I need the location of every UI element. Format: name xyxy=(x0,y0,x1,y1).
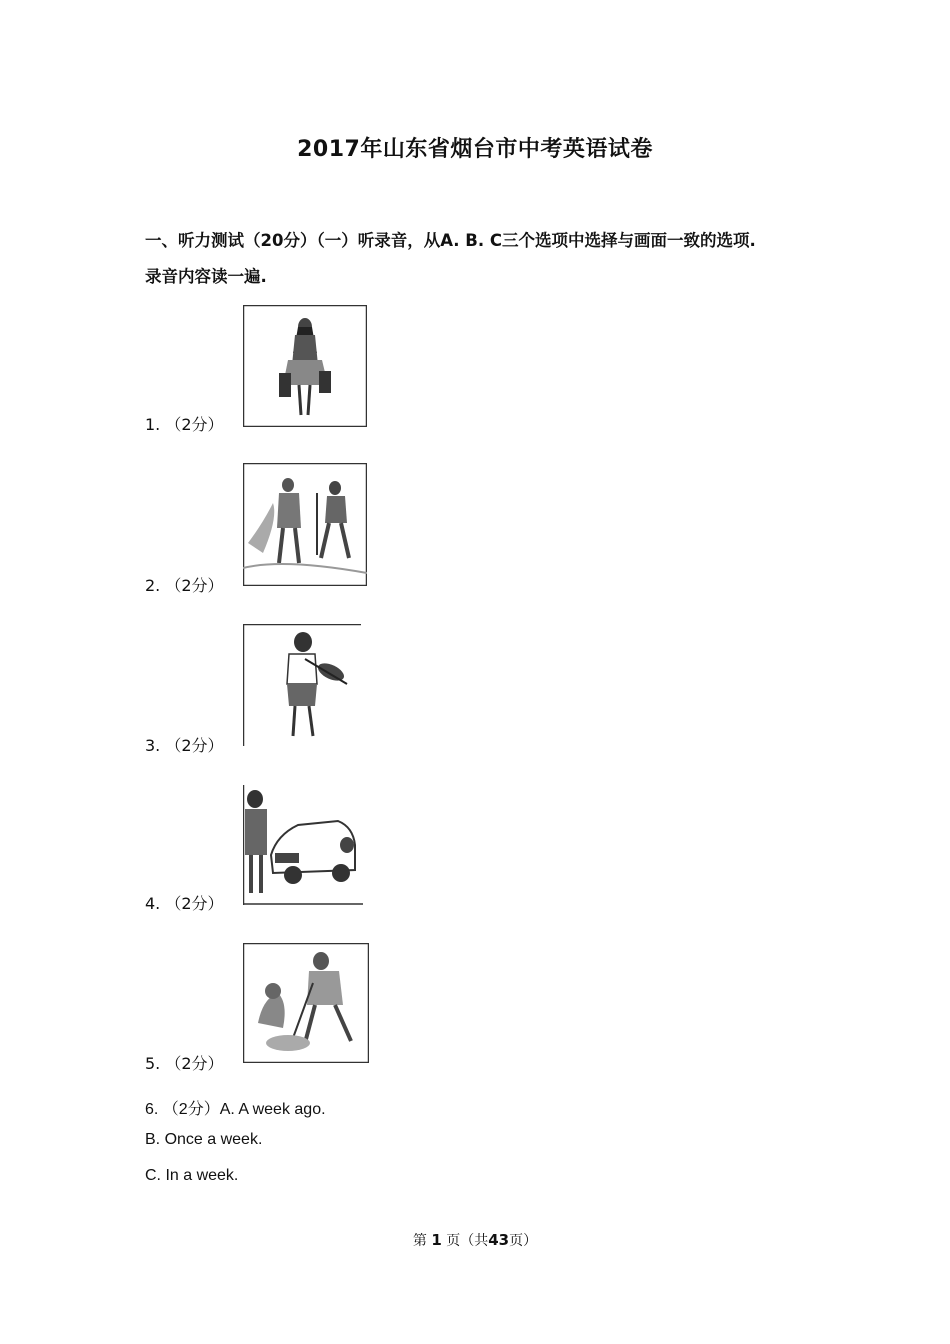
footer-prefix: 第 xyxy=(412,1233,427,1249)
item-1-picture xyxy=(243,305,367,427)
footer-page-number: 1 xyxy=(431,1231,442,1249)
footer-total-pages: 43 xyxy=(488,1231,510,1249)
section-instructions xyxy=(145,223,825,295)
question-6-option-b: B. Once a week. xyxy=(145,1131,263,1148)
item-5-label: 5. （2分） xyxy=(145,1054,224,1073)
item-2-label: 2. （2分） xyxy=(145,576,224,595)
page-title: 2017年山东省烟台市中考英语试卷 xyxy=(297,137,653,162)
item-3-label: 3. （2分） xyxy=(145,736,224,755)
footer-middle: 页（共 xyxy=(446,1233,489,1249)
item-2-picture xyxy=(243,463,367,586)
footer-suffix: 页） xyxy=(509,1233,538,1249)
item-1-label: 1. （2分） xyxy=(145,415,224,434)
question-6-stem: 6. （2分）A. A week ago. xyxy=(145,1101,326,1118)
instruction-line-2: 录音内容读一遍. xyxy=(145,267,267,286)
item-4-label: 4. （2分） xyxy=(145,894,224,913)
instruction-line-1: 一、听力测试（20分）（一）听录音，从A. B. C三个选项中选择与画面一致的选项. xyxy=(145,231,756,250)
item-3-picture xyxy=(243,624,361,746)
question-6-option-c: C. In a week. xyxy=(145,1167,239,1184)
item-4-picture xyxy=(243,785,363,905)
item-5-picture xyxy=(243,943,369,1063)
page-footer xyxy=(0,1230,950,1250)
